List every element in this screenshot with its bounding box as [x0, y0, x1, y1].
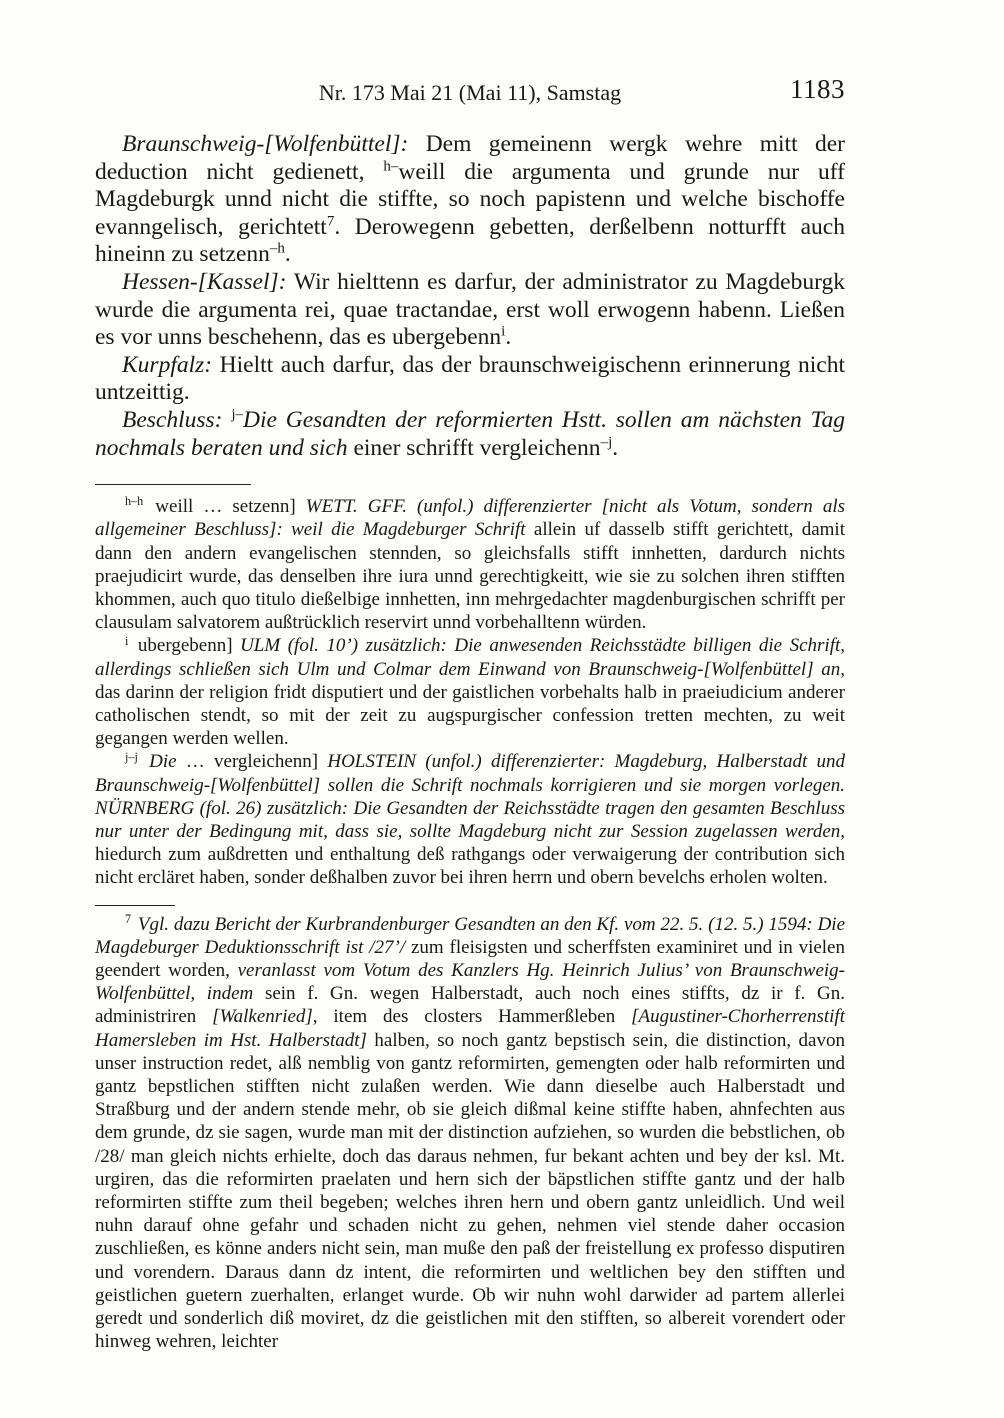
- superscript-marker: –j: [600, 434, 613, 451]
- text-run: Kurpfalz:: [122, 351, 213, 378]
- apparatus-note: [95, 634, 845, 750]
- text-run: HOLSTEIN (unfol.) differenzierter: Magdeburg, Halberstadt und Braunschweig-[Wolfenbüttel] sollen die Schrift nochmals korrigieren und sie morgen vorlegen. NÜRNBERG (fol. 26) zusätzlich: Die Gesandten der Reichsstädte tragen den gesamten Beschluss nur unter der Bedingung mit, dass sie, sollte Magdeburg nicht zur Session zugelassen werden,: [95, 751, 846, 842]
- text-run: ubergebenn]: [137, 635, 233, 657]
- text-run: . Derowegenn gebetten, derßelbenn notturfft auch hineinn zu setzenn: [95, 213, 845, 268]
- main-paragraph: [95, 407, 845, 462]
- text-run: einer schrifft vergleichenn: [353, 434, 601, 461]
- text-run: … vergleichenn]: [176, 751, 319, 773]
- footnote-separator-rule: [95, 905, 175, 906]
- superscript-marker: i: [501, 323, 506, 340]
- commentary-footnotes: [95, 913, 845, 1354]
- main-paragraph: [95, 131, 845, 269]
- running-header-title: Nr. 173 Mai 21 (Mai 11), Samstag: [318, 80, 622, 105]
- main-paragraph: [95, 352, 845, 407]
- apparatus-note: [95, 750, 845, 889]
- text-run: das darinn der religion fridt disputiert und der gaistlichen vorbehalts halb in praeiudicium anderer catholischen stendt, so mit der zeit zu augspurgischer confession tretten mechten, zu weit gegangen werden wellen.: [95, 681, 845, 750]
- text-run: [Walkenried]: [212, 1006, 313, 1028]
- text-run: sein f. Gn. wegen Halberstadt, auch noch eines stiffts, dz ir f. Gn. administriren: [95, 983, 846, 1028]
- main-paragraph: [95, 269, 845, 352]
- text-run: [Augustiner-Chorherrenstift Hamersleben im Hst. Halberstadt]: [95, 1006, 845, 1051]
- note-marker: h–h: [125, 494, 144, 509]
- superscript-marker: j–: [231, 406, 244, 423]
- critical-apparatus: [95, 495, 845, 889]
- note-marker: 7: [125, 911, 132, 926]
- apparatus-separator-rule: [95, 484, 251, 485]
- text-run: Wir hielttenn es darfur, der administrator zu Magdeburgk wurde die argumenta rei, quae tractandae, erst woll erwogenn habenn. Ließen es vor unns beschehenn, das es ubergebenn: [95, 268, 845, 351]
- text-run: , item des closters Hammerßleben: [312, 1006, 632, 1028]
- main-text: [95, 131, 845, 462]
- text-run: hiedurch zum außdretten und enthaltung deß rathgangs oder verwaigerung der contribution sich nicht ercläret haben, sonder deßhalben zuvor bei ihren herrn und obern bevelchs erholen wolten.: [95, 844, 845, 889]
- text-run: veranlasst vom Votum des Kanzlers Hg. Heinrich Julius’ von Braunschweig-Wolfenbüttel, indem: [95, 959, 845, 1005]
- text-run: Die Gesandten der reformierten Hstt. sollen am nächsten Tag nochmals beraten und sich: [95, 406, 845, 461]
- text-run: .: [284, 241, 291, 268]
- apparatus-note: [95, 495, 845, 634]
- superscript-marker: 7: [326, 213, 335, 230]
- text-run: weill die argumenta und grunde nur uff Magdeburgk unnd nicht die stiffte, so noch papistenn und welche bischoffe evanngelisch, gerichtett: [95, 158, 845, 240]
- note-marker: j–j: [125, 749, 138, 764]
- text-run: WETT. GFF. (unfol.) differenzierter [nicht als Votum, sondern als allgemeiner Beschluss]: weil die Magdeburger Schrift: [95, 496, 845, 541]
- text-run: ULM (fol. 10’) zusätzlich: Die anwesenden Reichsstädte billigen die Schrift, allerdings schließen sich Ulm und Colmar dem Einwand von Braunschweig-[Wolfenbüttel] an,: [95, 635, 846, 680]
- commentary-footnote: [95, 913, 845, 1354]
- text-run: .: [612, 434, 619, 461]
- text-run: zum fleisigsten und scherffsten examiniret und in vielen geendert worden,: [95, 936, 845, 981]
- text-run: Hieltt auch darfur, das der braunschweigischenn erinnerung nicht untzeittig.: [95, 351, 845, 406]
- text-run: .: [505, 324, 512, 351]
- note-marker: i: [125, 633, 129, 648]
- text-run: Beschluss:: [122, 406, 232, 433]
- text-run: Dem gemeinenn wergk wehre mitt der deduction nicht gedienett,: [95, 131, 845, 185]
- text-run: Hessen-[Kassel]:: [122, 268, 287, 295]
- running-header: [95, 74, 845, 108]
- text-run: Braunschweig-[Wolfenbüttel]:: [122, 131, 409, 157]
- text-run: Vgl. dazu Bericht der Kurbrandenburger Gesandten an den Kf. vom 22. 5. (12. 5.) 1594: Die Magdeburger Deduktionsschrift ist /27’/: [95, 913, 846, 958]
- text-run: Die: [149, 751, 177, 773]
- text-run: allein uf dasselb stifft gerichtett, damit dann den andern evangelischen stennden, so gleichsfalls stifft innhetten, dardurch nichts praejudicirt wurde, das denselben ihre iura unnd gerechtigkeitt, wie sie zu solchen ihren stifften khommen, auch quo titulo dießelbige innhetten, inn mehrgedachter magdenburgischen schrifft per clausulam salvatorem außtrücklich reservirt unnd vorbehalltenn würden.: [95, 519, 845, 634]
- superscript-marker: h–: [383, 158, 399, 175]
- superscript-marker: –h: [269, 241, 285, 258]
- text-run: weill … setzenn]: [155, 496, 296, 518]
- page-number: 1183: [790, 74, 845, 104]
- text-run: halben, so noch gantz bepstisch sein, die distinction, davon unser instruction redet, alß nemblig von gantz reformirten, gemengten oder halb reformirten und gantz bepstlichen stifften nicht zulaßen werden. Wie dann dieselbe auch Halberstadt und Straßburg und der andern stende mehr, ob sie gleich dißmal keine stiffte haben, ahnfechten aus dem grunde, dz sie sagen, wurde man mit der distinction aufziehen, so wurden die bebstlichen, ob /28/ man gleich nichts erhielte, doch das daraus nehmen, fur bekant achten und bey der ksl. Mt. urgiren, das die reformirten praelaten und hern sich der bäpstlichen stiffte gantz und der halb reformirten stiffte zum theil begeben; welches ihren hern und obern gantz unleidlich. Und weil nuhn darauf ohne gefahr und schaden nicht zu gehen, nehmen viel stende daher occasion zuschließen, es könne anders nicht sein, man muße den paß der freistellung ex professo disputiren und vorendern. Daraus dann dz intent, die reformirten und weltlichen bey den stifften und geistlichen guetern zuerhalten, erlanget wurde. Ob wir nuhn wohl darwider ad partem allerlei geredt und sonderlich diß moviret, dz die geistlichen mit den stifften, so albereit vorendert oder hinweg wehren, leichter: [95, 1029, 845, 1353]
